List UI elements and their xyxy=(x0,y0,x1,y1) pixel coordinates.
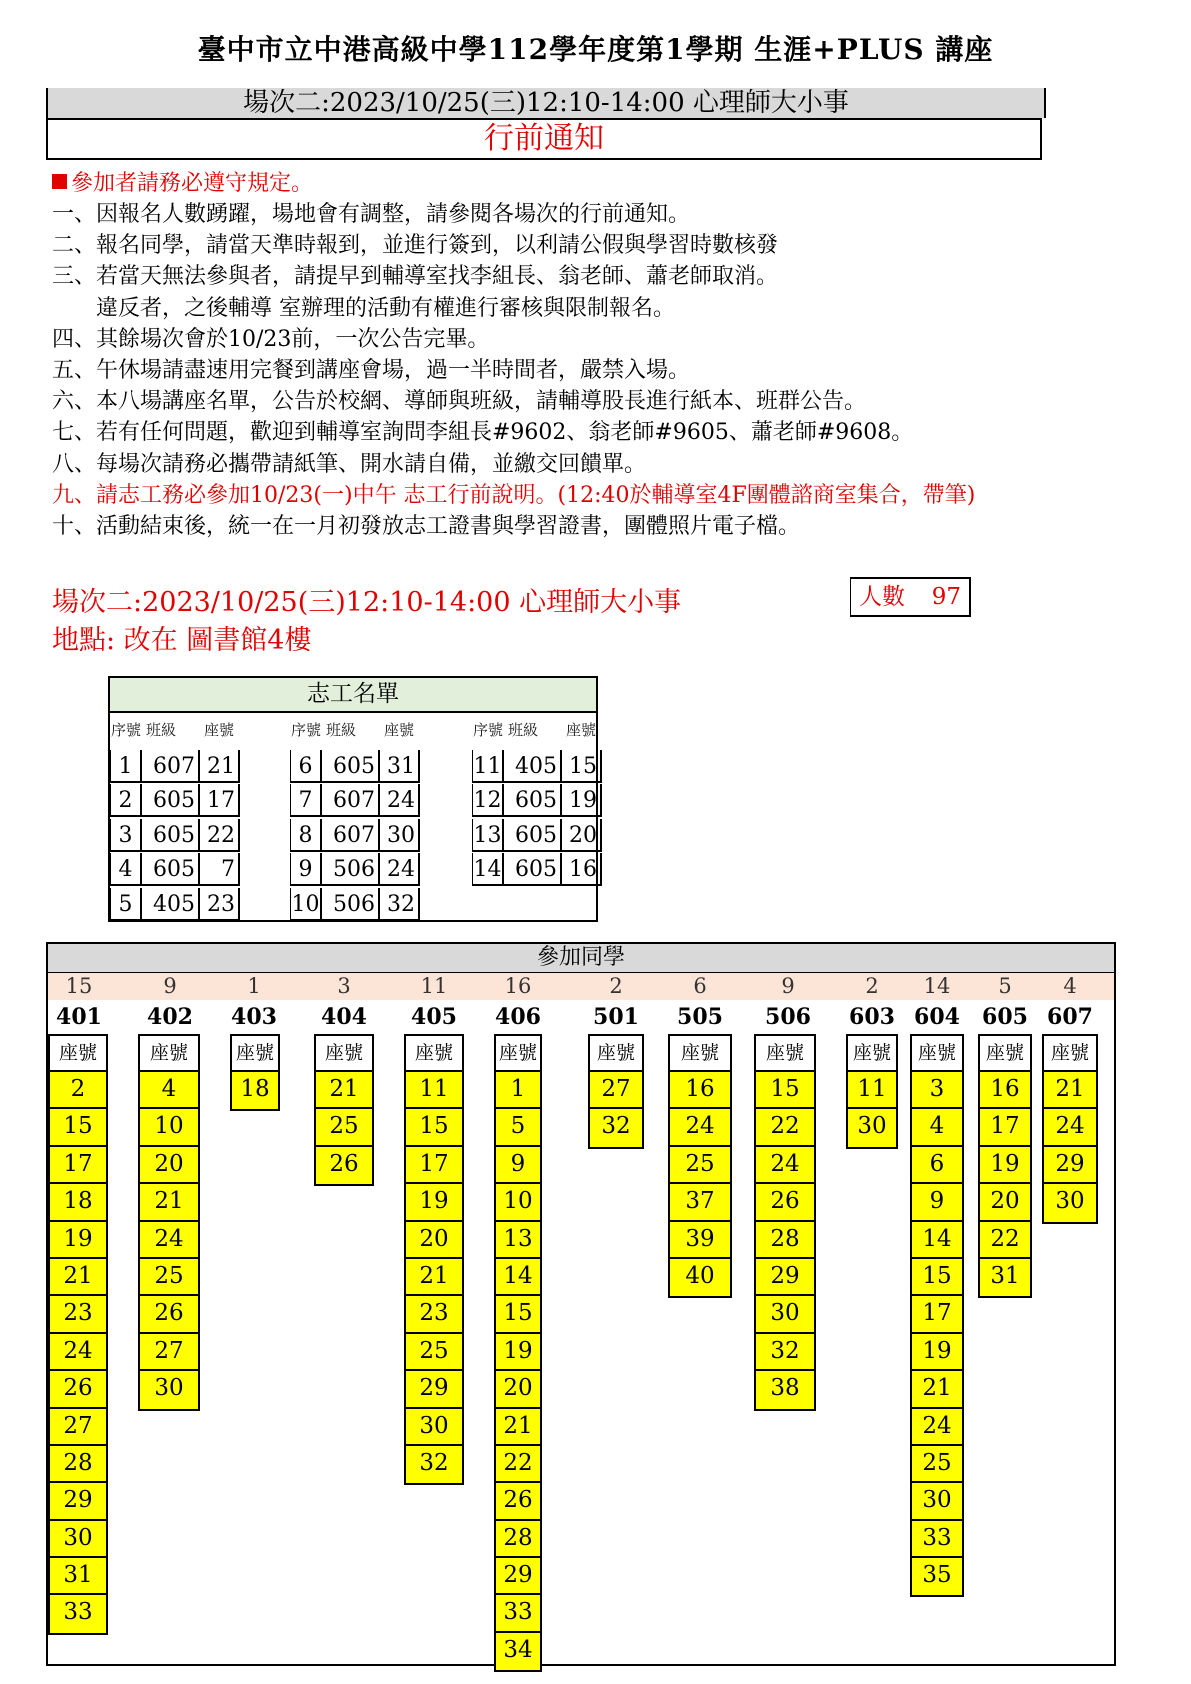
seat-header: 座號 xyxy=(756,1036,814,1072)
class-name: 603 xyxy=(849,1004,895,1030)
seat-header: 座號 xyxy=(232,1036,278,1072)
volunteer-cell: 30 xyxy=(380,819,420,852)
volunteer-cell: 4 xyxy=(110,853,142,886)
class-name: 604 xyxy=(914,1004,960,1030)
seat-cell: 28 xyxy=(50,1446,106,1483)
seat-cell: 25 xyxy=(406,1334,462,1371)
seat-cell: 17 xyxy=(50,1147,106,1184)
seat-cell: 32 xyxy=(590,1109,642,1146)
seat-cell: 30 xyxy=(1044,1184,1096,1221)
seat-cell: 28 xyxy=(496,1521,540,1558)
seat-cell: 21 xyxy=(406,1259,462,1296)
class-count: 6 xyxy=(693,974,707,998)
seat-cell: 29 xyxy=(406,1371,462,1408)
seat-cell: 40 xyxy=(670,1259,730,1296)
seat-cell: 33 xyxy=(496,1595,540,1632)
seat-cell: 25 xyxy=(316,1109,372,1146)
seat-cell: 19 xyxy=(980,1147,1030,1184)
volunteer-header-cell: 班級 xyxy=(326,721,357,739)
seat-header: 座號 xyxy=(670,1036,730,1072)
rules-heading: 參加者請務必遵守規定。 xyxy=(52,168,313,199)
seat-column xyxy=(1042,1034,1098,1224)
seat-cell: 34 xyxy=(496,1633,540,1670)
seat-column xyxy=(230,1034,280,1111)
seat-cell: 25 xyxy=(670,1147,730,1184)
seat-cell: 30 xyxy=(406,1409,462,1446)
volunteer-table-title: 志工名單 xyxy=(110,678,596,713)
volunteer-cell: 3 xyxy=(110,819,142,852)
seat-header: 座號 xyxy=(316,1036,372,1072)
session-line: 場次二:2023/10/25(三)12:10-14:00 心理師大小事 xyxy=(52,587,682,618)
seat-cell: 19 xyxy=(406,1184,462,1221)
seat-cell: 31 xyxy=(980,1259,1030,1296)
class-count: 1 xyxy=(247,974,261,998)
class-count: 2 xyxy=(609,974,623,998)
volunteer-cell: 506 xyxy=(322,888,380,921)
volunteer-cell: 1 xyxy=(110,750,142,783)
volunteer-cell: 605 xyxy=(142,784,200,817)
seat-cell: 9 xyxy=(912,1184,962,1221)
seat-cell: 20 xyxy=(496,1371,540,1408)
seat-header: 座號 xyxy=(406,1036,462,1072)
class-count: 5 xyxy=(998,974,1012,998)
seat-header: 座號 xyxy=(140,1036,198,1072)
rule-item: 九、請志工務必參加10/23(一)中午 志工行前說明。(12:40於輔導室4F團體諮商室集合，帶筆) xyxy=(52,482,976,508)
seat-cell: 3 xyxy=(912,1072,962,1109)
volunteer-cell: 8 xyxy=(290,819,322,852)
seat-cell: 29 xyxy=(1044,1147,1096,1184)
seat-cell: 25 xyxy=(912,1446,962,1483)
seat-cell: 27 xyxy=(50,1409,106,1446)
seat-header: 座號 xyxy=(496,1036,540,1072)
seat-cell: 15 xyxy=(406,1109,462,1146)
seat-column xyxy=(138,1034,200,1411)
class-count: 2 xyxy=(865,974,879,998)
class-name: 405 xyxy=(411,1004,457,1030)
seat-cell: 26 xyxy=(496,1483,540,1520)
rule-item: 一、因報名人數踴躍，場地會有調整，請參閱各場次的行前通知。 xyxy=(52,202,691,227)
seat-cell: 22 xyxy=(756,1109,814,1146)
volunteer-cell: 12 xyxy=(472,784,504,817)
seat-column xyxy=(978,1034,1032,1298)
seat-cell: 32 xyxy=(406,1446,462,1483)
class-name: 401 xyxy=(56,1004,102,1030)
volunteer-header-cell: 班級 xyxy=(508,721,539,739)
count-label: 人數 xyxy=(859,584,905,610)
seat-cell: 26 xyxy=(50,1371,106,1408)
volunteer-cell: 9 xyxy=(290,853,322,886)
seat-cell: 22 xyxy=(496,1446,540,1483)
volunteer-cell: 405 xyxy=(142,888,200,921)
seat-cell: 14 xyxy=(496,1259,540,1296)
volunteer-cell: 605 xyxy=(322,750,380,783)
seat-cell: 21 xyxy=(912,1371,962,1408)
seat-cell: 15 xyxy=(496,1296,540,1333)
seat-cell: 21 xyxy=(316,1072,372,1109)
volunteer-header-cell: 序號 xyxy=(111,721,142,739)
seat-cell: 11 xyxy=(406,1072,462,1109)
seat-cell: 19 xyxy=(496,1334,540,1371)
seat-cell: 19 xyxy=(912,1334,962,1371)
seat-column xyxy=(494,1034,542,1672)
seat-cell: 1 xyxy=(496,1072,540,1109)
seat-cell: 30 xyxy=(848,1109,896,1146)
seat-cell: 22 xyxy=(980,1222,1030,1259)
volunteer-header-cell: 序號 xyxy=(473,721,504,739)
volunteer-cell: 14 xyxy=(472,853,504,886)
seat-cell: 26 xyxy=(140,1296,198,1333)
seat-cell: 10 xyxy=(496,1184,540,1221)
class-name: 404 xyxy=(321,1004,367,1030)
count-value: 97 xyxy=(931,584,961,610)
participant-table-title: 參加同學 xyxy=(48,944,1114,973)
seat-cell: 20 xyxy=(140,1147,198,1184)
volunteer-cell: 2 xyxy=(110,784,142,817)
volunteer-cell: 607 xyxy=(322,819,380,852)
seat-header: 座號 xyxy=(912,1036,962,1072)
class-name: 403 xyxy=(231,1004,277,1030)
volunteer-cell: 21 xyxy=(200,750,240,783)
seat-cell: 20 xyxy=(980,1184,1030,1221)
class-count: 11 xyxy=(420,974,448,998)
rule-item: 三、若當天無法參與者，請提早到輔導室找李組長、翁老師、蕭老師取消。 xyxy=(52,264,779,290)
seat-cell: 19 xyxy=(50,1222,106,1259)
seat-cell: 15 xyxy=(912,1259,962,1296)
notice-title: 行前通知 xyxy=(46,118,1042,160)
volunteer-cell: 605 xyxy=(142,853,200,886)
seat-cell: 13 xyxy=(496,1222,540,1259)
seat-cell: 10 xyxy=(140,1109,198,1146)
seat-cell: 33 xyxy=(912,1521,962,1558)
rule-item: 七、若有任何問題，歡迎到輔導室詢問李組長#9602、翁老師#9605、蕭老師#9608。 xyxy=(52,420,914,446)
class-count: 15 xyxy=(65,974,93,998)
class-name: 607 xyxy=(1047,1004,1093,1030)
attendee-count-box xyxy=(850,577,971,617)
seat-cell: 24 xyxy=(670,1109,730,1146)
volunteer-cell: 605 xyxy=(142,819,200,852)
seat-cell: 21 xyxy=(50,1259,106,1296)
seat-cell: 2 xyxy=(50,1072,106,1109)
seat-cell: 37 xyxy=(670,1184,730,1221)
seat-cell: 5 xyxy=(496,1109,540,1146)
seat-cell: 21 xyxy=(1044,1072,1096,1109)
volunteer-cell: 13 xyxy=(472,819,504,852)
rule-item: 四、其餘場次會於10/23前，一次公告完畢。 xyxy=(52,326,490,352)
seat-cell: 28 xyxy=(756,1222,814,1259)
volunteer-cell: 605 xyxy=(504,853,562,886)
seat-column xyxy=(314,1034,374,1186)
volunteer-cell: 607 xyxy=(322,784,380,817)
seat-cell: 24 xyxy=(140,1222,198,1259)
volunteer-cell: 5 xyxy=(110,888,142,921)
volunteer-cell: 6 xyxy=(290,750,322,783)
seat-column xyxy=(754,1034,816,1411)
class-count: 16 xyxy=(504,974,532,998)
volunteer-cell: 7 xyxy=(290,784,322,817)
volunteer-cell: 20 xyxy=(562,819,602,852)
volunteer-cell: 607 xyxy=(142,750,200,783)
class-name: 605 xyxy=(982,1004,1028,1030)
volunteer-cell: 405 xyxy=(504,750,562,783)
seat-cell: 16 xyxy=(980,1072,1030,1109)
seat-cell: 4 xyxy=(140,1072,198,1109)
class-count: 14 xyxy=(923,974,951,998)
seat-cell: 4 xyxy=(912,1109,962,1146)
class-name: 406 xyxy=(495,1004,541,1030)
seat-cell: 9 xyxy=(496,1147,540,1184)
seat-cell: 31 xyxy=(50,1558,106,1595)
seat-cell: 21 xyxy=(140,1184,198,1221)
volunteer-cell: 24 xyxy=(380,853,420,886)
rule-item: 二、報名同學，請當天準時報到，並進行簽到，以利請公假與學習時數核發 xyxy=(52,233,779,259)
seat-cell: 39 xyxy=(670,1222,730,1259)
volunteer-header-cell: 序號 xyxy=(291,721,322,739)
seat-cell: 30 xyxy=(756,1296,814,1333)
seat-cell: 15 xyxy=(756,1072,814,1109)
volunteer-cell: 31 xyxy=(380,750,420,783)
class-count: 3 xyxy=(337,974,351,998)
seat-cell: 27 xyxy=(590,1072,642,1109)
rule-item: 違反者，之後輔導 室辦理的活動有權進行審核與限制報名。 xyxy=(52,295,675,321)
seat-header: 座號 xyxy=(50,1036,106,1072)
volunteer-cell: 605 xyxy=(504,819,562,852)
class-name: 501 xyxy=(593,1004,639,1030)
volunteer-cell: 16 xyxy=(562,853,602,886)
seat-header: 座號 xyxy=(590,1036,642,1072)
seat-cell: 33 xyxy=(50,1595,106,1632)
seat-cell: 35 xyxy=(912,1558,962,1595)
seat-cell: 27 xyxy=(140,1334,198,1371)
seat-cell: 24 xyxy=(1044,1109,1096,1146)
seat-cell: 26 xyxy=(756,1184,814,1221)
seat-cell: 32 xyxy=(756,1334,814,1371)
seat-cell: 29 xyxy=(50,1483,106,1520)
seat-cell: 30 xyxy=(50,1521,106,1558)
participant-table xyxy=(46,942,1116,1666)
seat-cell: 14 xyxy=(912,1222,962,1259)
page-title: 臺中市立中港高級中學112學年度第1學期 生涯+PLUS 講座 xyxy=(197,33,994,66)
volunteer-cell: 7 xyxy=(200,853,240,886)
seat-cell: 24 xyxy=(912,1409,962,1446)
seat-cell: 6 xyxy=(912,1147,962,1184)
seat-cell: 24 xyxy=(756,1147,814,1184)
class-name: 402 xyxy=(147,1004,193,1030)
seat-header: 座號 xyxy=(848,1036,896,1072)
session-bar: 場次二:2023/10/25(三)12:10-14:00 心理師大小事 xyxy=(46,88,1046,118)
seat-cell: 20 xyxy=(406,1222,462,1259)
seat-column xyxy=(668,1034,732,1298)
volunteer-cell: 15 xyxy=(562,750,602,783)
seat-cell: 17 xyxy=(980,1109,1030,1146)
seat-cell: 26 xyxy=(316,1147,372,1184)
class-name: 505 xyxy=(677,1004,723,1030)
volunteer-cell: 605 xyxy=(504,784,562,817)
volunteer-cell: 22 xyxy=(200,819,240,852)
seat-column xyxy=(588,1034,644,1149)
seat-header: 座號 xyxy=(1044,1036,1096,1072)
red-square-icon xyxy=(52,174,67,189)
seat-cell: 16 xyxy=(670,1072,730,1109)
volunteer-cell: 23 xyxy=(200,888,240,921)
seat-column xyxy=(48,1034,108,1635)
class-count: 4 xyxy=(1063,974,1077,998)
location-line: 地點: 改在 圖書館4樓 xyxy=(52,625,312,656)
seat-cell: 29 xyxy=(496,1558,540,1595)
seat-cell: 23 xyxy=(50,1296,106,1333)
seat-cell: 18 xyxy=(50,1184,106,1221)
seat-cell: 21 xyxy=(496,1409,540,1446)
class-count: 9 xyxy=(163,974,177,998)
seat-cell: 23 xyxy=(406,1296,462,1333)
volunteer-header-cell: 座號 xyxy=(204,721,235,739)
volunteer-header-cell: 座號 xyxy=(566,721,597,739)
seat-cell: 38 xyxy=(756,1371,814,1408)
volunteer-cell: 19 xyxy=(562,784,602,817)
rule-item: 五、午休場請盡速用完餐到講座會場，過一半時間者，嚴禁入場。 xyxy=(52,358,691,383)
seat-column xyxy=(910,1034,964,1597)
class-name: 506 xyxy=(765,1004,811,1030)
volunteer-header-cell: 班級 xyxy=(146,721,177,739)
seat-column xyxy=(846,1034,898,1149)
volunteer-cell: 24 xyxy=(380,784,420,817)
seat-cell: 11 xyxy=(848,1072,896,1109)
seat-cell: 29 xyxy=(756,1259,814,1296)
rule-item: 六、本八場講座名單，公告於校網、導師與班級，請輔導股長進行紙本、班群公告。 xyxy=(52,389,867,415)
volunteer-cell: 10 xyxy=(290,888,322,921)
seat-column xyxy=(404,1034,464,1485)
seat-cell: 18 xyxy=(232,1072,278,1109)
seat-cell: 30 xyxy=(912,1483,962,1520)
volunteer-header-cell: 座號 xyxy=(384,721,415,739)
seat-cell: 24 xyxy=(50,1334,106,1371)
seat-cell: 17 xyxy=(912,1296,962,1333)
class-count: 9 xyxy=(781,974,795,998)
seat-header: 座號 xyxy=(980,1036,1030,1072)
rule-item: 八、每場次請務必攜帶請紙筆、開水請自備，並繳交回饋單。 xyxy=(52,451,647,477)
seat-cell: 17 xyxy=(406,1147,462,1184)
seat-cell: 30 xyxy=(140,1371,198,1408)
seat-cell: 15 xyxy=(50,1109,106,1146)
volunteer-cell: 506 xyxy=(322,853,380,886)
count-row xyxy=(48,973,1114,1000)
volunteer-cell: 17 xyxy=(200,784,240,817)
rule-item: 十、活動結束後，統一在一月初發放志工證書與學習證書，團體照片電子檔。 xyxy=(52,514,801,539)
seat-cell: 25 xyxy=(140,1259,198,1296)
volunteer-table xyxy=(108,676,598,922)
volunteer-cell: 11 xyxy=(472,750,504,783)
volunteer-cell: 32 xyxy=(380,888,420,921)
